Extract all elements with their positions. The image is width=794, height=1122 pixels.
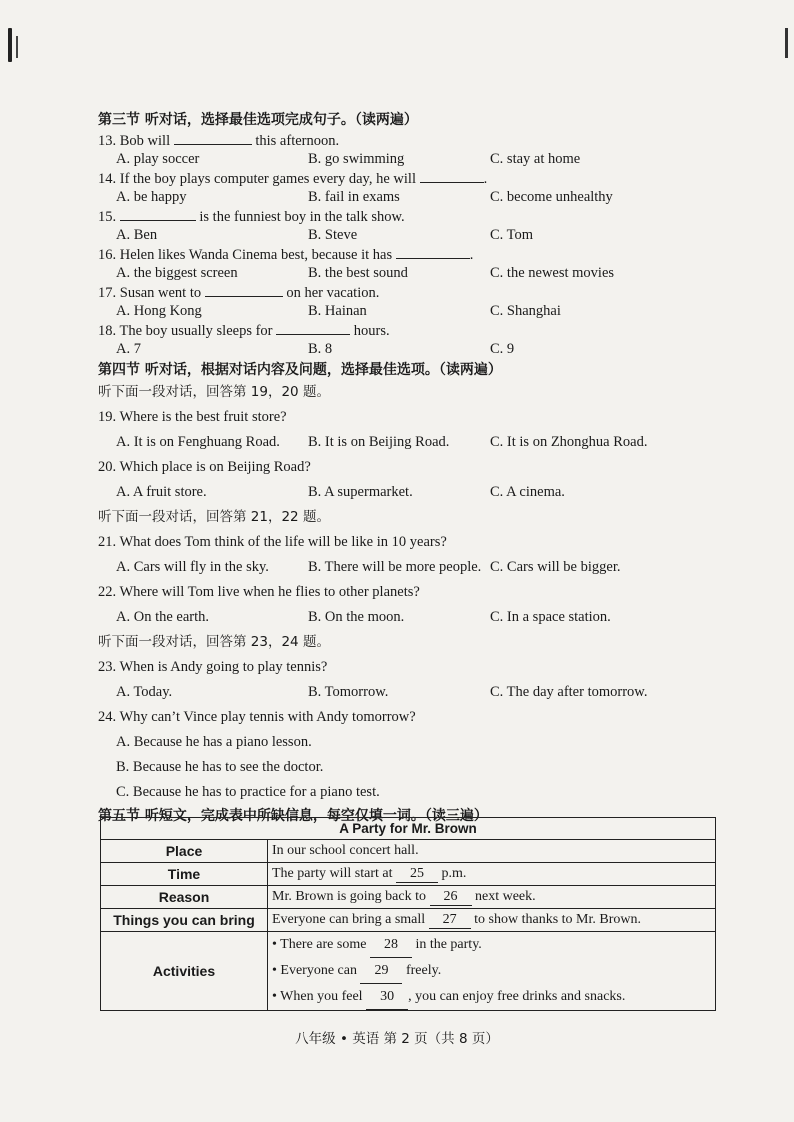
- question-22: [98, 580, 718, 630]
- page-footer: 八年级 • 英语 第 2 页（共 8 页）: [295, 1031, 499, 1047]
- question-stem: 15.: [98, 209, 120, 225]
- dialogue-note: 听下面一段对话，回答第 19，20 题。: [98, 384, 330, 400]
- option-c: C. the newest movies: [490, 265, 615, 281]
- option-c: C. Tom: [490, 227, 534, 243]
- activity-line: [272, 932, 711, 958]
- row-text: next week.: [471, 888, 536, 904]
- option-b: B. 8: [308, 341, 333, 357]
- row-text: freely.: [402, 963, 442, 978]
- section5-title: 第五节 听短文，完成表中所缺信息，每空仅填一词。（读三遍）: [98, 808, 488, 824]
- row-value: In our school concert hall.: [268, 840, 716, 863]
- row-text: The party will start at: [272, 865, 397, 881]
- row-text: in the party.: [411, 937, 482, 952]
- scan-edge-mark: [8, 28, 12, 62]
- option-b: B. Steve: [308, 227, 358, 243]
- option-c: C. The day after tomorrow.: [490, 684, 648, 700]
- dialogue-note: 听下面一段对话，回答第 21，22 题。: [98, 509, 330, 525]
- option-b: B. It is on Beijing Road.: [308, 434, 450, 450]
- option-c: C. It is on Zhonghua Road.: [490, 434, 648, 450]
- row-text: p.m.: [438, 865, 467, 881]
- option-b: B. fail in exams: [308, 189, 400, 205]
- row-text: Mr. Brown is going back to: [272, 888, 430, 904]
- option-a: A. A fruit store.: [116, 484, 207, 500]
- question-24: [98, 705, 718, 805]
- option-c: C. become unhealthy: [490, 189, 613, 205]
- option-b: B. the best sound: [308, 265, 408, 281]
- question-20: [98, 455, 718, 505]
- option-c: C. Because he has to practice for a piano test.: [116, 784, 380, 800]
- option-c: C. stay at home: [490, 151, 581, 167]
- question-stem: is the funniest boy in the talk show.: [195, 209, 405, 225]
- row-text: Everyone can bring a small: [272, 911, 429, 927]
- option-b: B. Because he has to see the doctor.: [116, 759, 324, 775]
- answer-blank: [276, 320, 350, 335]
- question-stem: 24. Why can’t Vince play tennis with Andy tomorrow?: [98, 709, 416, 725]
- answer-blank-26: 26: [430, 889, 472, 906]
- question-stem: 19. Where is the best fruit store?: [98, 409, 287, 425]
- option-b: B. Tomorrow.: [308, 684, 389, 700]
- question-stem: .: [483, 171, 488, 187]
- row-value: [268, 909, 716, 932]
- answer-blank-30: 30: [366, 984, 408, 1010]
- option-a: A. 7: [116, 341, 141, 357]
- row-label: Place: [101, 840, 268, 863]
- option-b: B. Hainan: [308, 303, 367, 319]
- table-row: [101, 863, 716, 886]
- question-stem: 21. What does Tom think of the life will be like in 10 years?: [98, 534, 447, 550]
- section3-title: 第三节 听对话，选择最佳选项完成句子。（读两遍）: [98, 112, 418, 128]
- row-text: • There are some: [272, 937, 370, 952]
- question-16: [98, 244, 718, 282]
- option-b: B. A supermarket.: [308, 484, 413, 500]
- option-a: A. Cars will fly in the sky.: [116, 559, 269, 575]
- question-13: [98, 130, 718, 168]
- section4-title: 第四节 听对话，根据对话内容及问题，选择最佳选项。（读两遍）: [98, 362, 502, 378]
- question-15: [98, 206, 718, 244]
- row-label: Things you can bring: [101, 909, 268, 932]
- question-stem: hours.: [350, 323, 390, 339]
- option-a: A. Ben: [116, 227, 158, 243]
- activity-line: [272, 984, 711, 1010]
- option-c: C. A cinema.: [490, 484, 565, 500]
- answer-blank-25: 25: [396, 866, 438, 883]
- question-stem: 16. Helen likes Wanda Cinema best, because it has: [98, 247, 396, 263]
- question-21: [98, 530, 718, 580]
- option-b: B. On the moon.: [308, 609, 405, 625]
- table-row: [101, 886, 716, 909]
- question-stem: 22. Where will Tom live when he flies to other planets?: [98, 584, 420, 600]
- answer-blank: [174, 130, 252, 145]
- dialogue-note: 听下面一段对话，回答第 23，24 题。: [98, 634, 330, 650]
- row-label: Time: [101, 863, 268, 886]
- question-stem: this afternoon.: [251, 133, 340, 149]
- answer-blank: [396, 244, 470, 259]
- option-a: A. It is on Fenghuang Road.: [116, 434, 280, 450]
- option-c: C. In a space station.: [490, 609, 611, 625]
- question-stem: 13. Bob will: [98, 133, 174, 149]
- table-row: [101, 932, 716, 1011]
- scan-edge-mark: [16, 36, 18, 58]
- question-17: [98, 282, 718, 320]
- answer-blank: [120, 206, 196, 221]
- row-text: to show thanks to Mr. Brown.: [470, 911, 642, 927]
- question-18: [98, 320, 718, 358]
- row-label: Activities: [101, 932, 268, 1011]
- option-a: A. the biggest screen: [116, 265, 238, 281]
- option-b: B. go swimming: [308, 151, 405, 167]
- row-text: • When you feel: [272, 989, 367, 1004]
- question-stem: 23. When is Andy going to play tennis?: [98, 659, 328, 675]
- question-stem: 17. Susan went to: [98, 285, 205, 301]
- answer-blank-27: 27: [429, 912, 471, 929]
- question-stem: on her vacation.: [282, 285, 380, 301]
- option-a: A. play soccer: [116, 151, 200, 167]
- row-text: , you can enjoy free drinks and snacks.: [408, 989, 626, 1004]
- option-a: A. Because he has a piano lesson.: [116, 734, 312, 750]
- option-c: C. 9: [490, 341, 515, 357]
- answer-blank: [205, 282, 283, 297]
- activity-line: [272, 958, 711, 984]
- option-c: C. Shanghai: [490, 303, 561, 319]
- table-title: A Party for Mr. Brown: [101, 818, 716, 840]
- option-b: B. There will be more people.: [308, 559, 482, 575]
- option-a: A. Today.: [116, 684, 173, 700]
- row-value: [268, 863, 716, 886]
- question-14: [98, 168, 718, 206]
- answer-blank-28: 28: [370, 932, 412, 958]
- party-info-table: [100, 817, 716, 1011]
- question-23: [98, 655, 718, 705]
- row-value: [268, 932, 716, 1011]
- option-a: A. On the earth.: [116, 609, 210, 625]
- row-text: • Everyone can: [272, 963, 361, 978]
- option-a: A. Hong Kong: [116, 303, 202, 319]
- table-row: [101, 840, 716, 863]
- question-stem: 18. The boy usually sleeps for: [98, 323, 277, 339]
- scan-edge-mark: [785, 28, 788, 58]
- table-row: [101, 909, 716, 932]
- answer-blank-29: 29: [360, 958, 402, 984]
- question-stem: .: [469, 247, 474, 263]
- row-value: [268, 886, 716, 909]
- row-label: Reason: [101, 886, 268, 909]
- answer-blank: [420, 168, 484, 183]
- question-stem: 14. If the boy plays computer games every day, he will: [98, 171, 420, 187]
- option-c: C. Cars will be bigger.: [490, 559, 621, 575]
- question-content: [98, 110, 718, 826]
- question-stem: 20. Which place is on Beijing Road?: [98, 459, 311, 475]
- question-19: [98, 405, 718, 455]
- option-a: A. be happy: [116, 189, 187, 205]
